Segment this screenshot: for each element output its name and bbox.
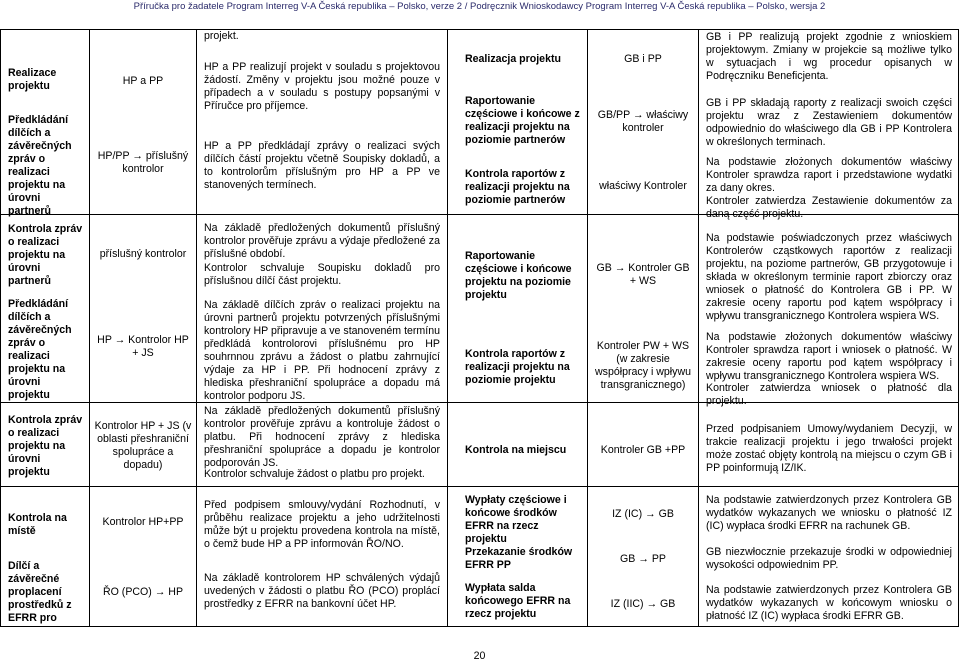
- column-divider: [698, 29, 699, 626]
- pl-description: Kontroler zatwierdza wniosek o płatność dla projektu.: [706, 382, 952, 407]
- pl-responsible: IZ (IIC) → GB: [610, 598, 676, 610]
- pl-description: Na podstawie poświadczonych przez właściwych Kontrolerów cząstkowych raportów z realizacji projektu, na poziome partnerów, GB przygotowuje i składa w określonym terminie raport zbiorczy oraz wniosek o płatność do Kontrolera GB i PP. W zakresie oceny raportu pod kątem współpracy i wpływu transgranicznego Kontrolera wspiera WS.: [706, 232, 952, 322]
- pl-description: GB i PP realizują projekt zgodnie z wnioskiem projektowym. Zmiany w projekcie są możliwe tylko w sytuacjach i wg procedur opisanych w Podręczniku Beneficjenta.: [706, 31, 952, 82]
- pl-responsible: Kontroler PW + WS (w zakresie współpracy i wpływu transgranicznego): [595, 340, 691, 391]
- pl-responsible: GB i PP: [624, 53, 662, 65]
- pl-description: GB niezwłocznie przekazuje środki w odpowiedniej wysokości odpowiednim PP.: [706, 546, 952, 571]
- pl-description: Na podstawie zatwierdzonych przez Kontrolera GB wydatków wykazanych we wniosku o płatność IZ (IC) wypłaca środki EFRR na rachunek GB.: [706, 494, 952, 532]
- cz-phase-label: Předkládání dílčích a závěrečných zpráv o realizaci projektu na úrovni projektu: [8, 298, 72, 401]
- cz-phase-label: Kontrola na místě: [8, 512, 67, 537]
- cz-description: Na základě dílčích zpráv o realizaci projektu na úrovni partnerů projektu potvrzených příslušnými kontrolory HP připravuje a ve stanoveném termínu předkládá kontrolorovi příslušnému pro HP souhrnnou zprávu a žádost o platbu zahrnující výdaje za HP i PP. Při hodnocení zprávy z hlediska přeshraniční spolupráce a dopadu má kontrolor podporu JS.: [204, 299, 440, 402]
- pl-responsible: właściwy Kontroler: [599, 180, 687, 192]
- cz-description: projekt.: [204, 30, 239, 42]
- pl-phase-label: Wypłaty częściowe i końcowe środków EFRR na rzecz projektu: [465, 494, 567, 545]
- pl-phase-label: Kontrola raportów z realizacji projektu na poziomie projektu: [465, 348, 570, 386]
- cz-description: Na základě předložených dokumentů příslušný kontrolor prověřuje zprávu a výdaje předložené za příslušné období.: [204, 222, 440, 260]
- cz-responsible: HP → Kontrolor HP + JS: [97, 334, 189, 359]
- column-divider: [447, 29, 448, 626]
- table-border-top: [0, 29, 959, 30]
- cz-responsible: HP a PP: [122, 75, 164, 87]
- page-header: Příručka pro žadatele Program Interreg V-A Česká republika – Polsko, verze 2 / Podręcznik Wnioskodawcy Program Interreg V-A Česká republika – Polsko, wersja 2: [133, 1, 826, 12]
- cz-phase-label: Kontrola zpráv o realizaci projektu na úrovni partnerů: [8, 223, 83, 287]
- row-divider: [0, 486, 959, 487]
- cz-description: HP a PP předkládají zprávy o realizaci svých dílčích částí projektu včetně Soupisky dokladů, a to kontrolorům příslušným pro HP a PP ve stanovených termínech.: [204, 140, 440, 191]
- pl-phase-label: Raportowanie częściowe i końcowe projektu na poziomie projektu: [465, 250, 572, 301]
- cz-responsible: příslušný kontrolor: [99, 248, 187, 260]
- cz-responsible: Kontrolor HP+PP: [102, 516, 184, 528]
- column-divider: [587, 29, 588, 626]
- pl-phase-label: Kontrola na miejscu: [465, 444, 567, 456]
- pl-description: GB i PP składają raporty z realizacji swoich części projektu wraz z Zestawieniem dokumentów odpowiednio do właściwego dla GB i PP Kontrolera w określonych terminach.: [706, 97, 952, 148]
- column-divider: [89, 29, 90, 626]
- table-border-bottom: [0, 626, 959, 627]
- page-number: 20: [473, 650, 486, 662]
- pl-description: Kontroler zatwierdza Zestawienie dokumentów za daną część projektu.: [706, 195, 952, 220]
- pl-responsible: GB/PP → właściwy kontroler: [597, 109, 689, 134]
- cz-phase-label: Realizace projektu: [8, 67, 57, 92]
- pl-phase-label: Kontrola raportów z realizacji projektu na poziomie partnerów: [465, 168, 570, 206]
- pl-phase-label: Wypłata salda końcowego EFRR na rzecz projektu: [465, 582, 571, 620]
- cz-description: Kontrolor schvaluje Soupisku dokladů pro příslušnou dílčí část projektu.: [204, 262, 440, 287]
- pl-phase-label: Realizacja projektu: [465, 53, 561, 65]
- pl-phase-label: Przekazanie środków EFRR PP: [465, 546, 573, 571]
- cz-description: Kontrolor schvaluje žádost o platbu pro projekt.: [204, 468, 425, 480]
- pl-description: Na podstawie zatwierdzonych przez Kontrolera GB wydatków wykazanych w końcowym wniosku o płatność IZ (IC) wypłaca środki EFRR GB.: [706, 584, 952, 622]
- table-border-left: [0, 29, 1, 626]
- cz-phase-label: Předkládání dílčích a závěrečných zpráv o realizaci projektu na úrovni partnerů: [8, 114, 72, 217]
- cz-description: Na základě kontrolorem HP schválených výdajů uvedených v žádosti o platbu ŘO (PCO) proplácí prostředky z EFRR na bankovní účet HP.: [204, 572, 440, 610]
- pl-responsible: Kontroler GB +PP: [600, 444, 686, 456]
- pl-phase-label: Raportowanie częściowe i końcowe z realizacji projektu na poziomie partnerów: [465, 95, 580, 146]
- cz-description: Před podpisem smlouvy/vydání Rozhodnutí, v průběhu realizace projektu a jeho udržitelnosti může být u projektu provedena kontrola na místě, o čemž bude HP a PP informován ŘO/NO.: [204, 499, 440, 550]
- cz-phase-label: Dílčí a závěrečné proplacení prostředků z EFRR pro: [8, 560, 72, 624]
- pl-responsible: GB → Kontroler GB + WS: [596, 262, 690, 287]
- cz-responsible: HP/PP → příslušný kontrolor: [97, 150, 189, 175]
- pl-description: Na podstawie złożonych dokumentów właściwy Kontroler sprawdza raport i wniosek o płatność. W zakresie oceny raportu pod kątem współpracy i wpływu transgranicznego Kontrolera wspiera WS.: [706, 331, 952, 382]
- pl-responsible: IZ (IC) → GB: [612, 508, 674, 520]
- cz-description: HP a PP realizují projekt v souladu s projektovou žádostí. Změny v projektu jsou možné pouze v případech a v souladu s postupy popsanými v Příručce pro příjemce.: [204, 61, 440, 112]
- pl-description: Przed podpisaniem Umowy/wydaniem Decyzji, w trakcie realizacji projektu i jego trwałości projekt może zostać objęty kontrolą na miejscu o czym GB i PP poinformują IZ/IK.: [706, 423, 952, 474]
- cz-responsible: ŘO (PCO) → HP: [102, 586, 184, 598]
- column-divider: [196, 29, 197, 626]
- pl-responsible: GB → PP: [620, 553, 666, 565]
- cz-responsible: Kontrolor HP + JS (v oblasti přeshraniční spolupráce a dopadu): [94, 420, 192, 471]
- pl-description: Na podstawie złożonych dokumentów właściwy Kontroler sprawdza raport i przedstawione wydatki za dany okres.: [706, 156, 952, 194]
- cz-description: Na základě předložených dokumentů příslušný kontrolor prověřuje zprávu a kontroluje žádost o platbu. Při hodnocení zprávy z hlediska přeshraniční spolupráce a dopadu je kontrolor podporován JS.: [204, 405, 440, 469]
- cz-phase-label: Kontrola zpráv o realizaci projektu na úrovni projektu: [8, 414, 83, 478]
